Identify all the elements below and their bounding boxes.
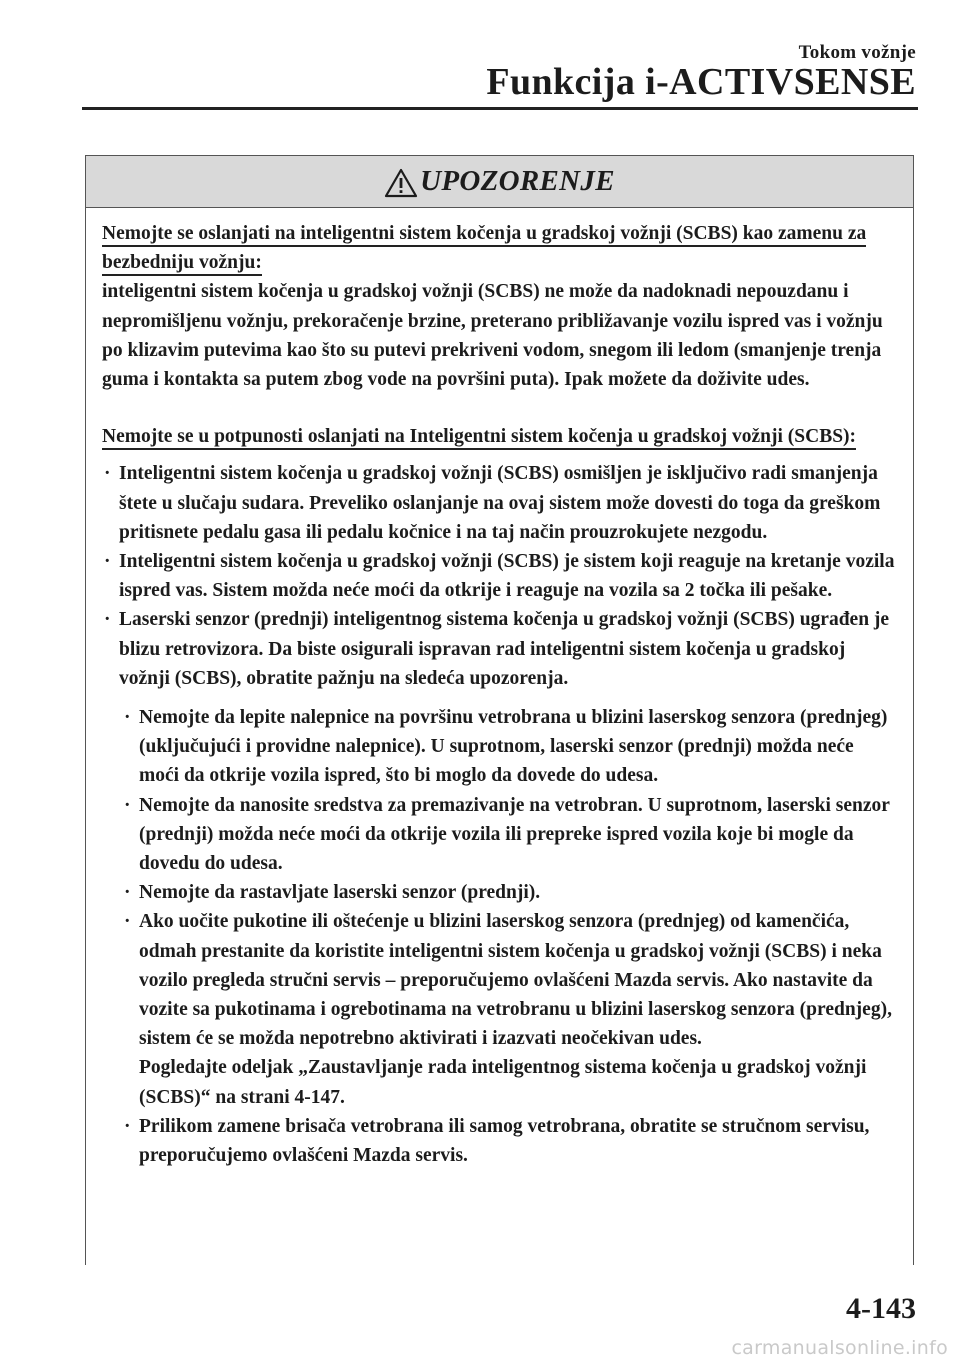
page-number: 4-143 [846, 1292, 916, 1325]
warning-heading-2-text: Nemojte se u potpunosti oslanjati na Inteligentni sistem kočenja u gradskoj vožnji (SCBS): [102, 426, 856, 450]
warning-paragraph-1: inteligentni sistem kočenja u gradskoj vožnji (SCBS) ne može da nadoknadi nepouzdanu i nepromišljenu vožnju, prekoračenje brzine, preterano približavanje vozilu ispred vas i vožnju po klizavim putevima kao što su putevi prekriveni vodom, snegom ili ledom (smanjenje trenja guma i kontakta sa putem zbog vode na površini puta). Ipak možete da doživite udes. [102, 281, 883, 391]
warning-heading-2 [102, 422, 897, 451]
list-item: · Inteligentni sistem kočenja u gradskoj vožnji (SCBS) osmišljen je isključivo radi smanjenja štete u slučaju sudara. Preveliko oslanjanje na ovaj sistem može dovesti do toga da greškom pritisnete pedalu gasa ili pedalu kočnice i na taj način prouzrokujete nezgodu. [102, 459, 897, 547]
sub-list-item: · Nemojte da lepite nalepnice na površinu vetrobrana u blizini laserskog senzora (prednjeg) (uključujući i providne nalepnice). U suprotnom, laserski senzor (prednji) možda neće moći da otkrije vozila ispred, što bi moglo da dovede do udesa. [122, 703, 897, 791]
section-heading: Tokom vožnje [798, 42, 916, 63]
list-gap [102, 451, 897, 459]
list-item: · Laserski senzor (prednji) inteligentnog sistema kočenja u gradskoj vožnji (SCBS) ugrađen je blizu retrovizora. Da biste osigurali ispravan rad inteligentni sistem kočenja u gradskoj vožnji (SCBS), obratite pažnju na sledeća upozorenja. [102, 605, 897, 693]
warning-title: UPOZORENJE [420, 165, 615, 197]
sub-list-item: · Prilikom zamene brisača vetrobrana ili samog vetrobrana, obratite se stručnom servisu, preporučujemo ovlašćeni Mazda servis. [122, 1112, 897, 1170]
watermark: carmanualsonline.info [731, 1337, 948, 1359]
paragraph-gap [102, 394, 897, 422]
list-item: · Inteligentni sistem kočenja u gradskoj vožnji (SCBS) je sistem koji reaguje na kretanje vozila ispred vas. Sistem možda neće moći da otkrije i reaguje na vozila sa 2 točka ili pešake. [102, 547, 897, 605]
sub-list-item: · Nemojte da rastavljate laserski senzor (prednji). [122, 878, 897, 907]
warning-sub-bullet-list [102, 703, 897, 1170]
warning-body [86, 208, 913, 1170]
sub-list-item: · Nemojte da nanosite sredstva za premazivanje na vetrobran. U suprotnom, laserski senzor (prednji) možda neće moći da otkrije vozila ili prepreke ispred vozila koje bi mogle da dovedu do udesa. [122, 791, 897, 879]
sub-list-item-text: Ako uočite pukotine ili oštećenje u blizini laserskog senzora (prednjeg) od kamenčića, odmah prestanite da koristite inteligentni sistem kočenja u gradskoj vožnji (SCBS) i neka vozilo pregleda stručni servis – preporučujemo ovlašćeni Mazda servis. Ako nastavite da vozite sa pukotinama i ogrebotinama na vetrobranu u blizini laserskog senzora (prednjeg), sistem će se možda nepotrebno aktivirati i izazvati neočekivan udes. [139, 911, 892, 1050]
warning-heading-1-text: Nemojte se oslanjati na inteligentni sistem kočenja u gradskoj vožnji (SCBS) kao zamenu za bezbedniju vožnju: [102, 223, 866, 276]
header-divider [82, 107, 918, 110]
warning-heading-1 [102, 219, 897, 277]
warning-box [85, 155, 914, 1265]
warning-header [86, 156, 913, 208]
warning-triangle-icon [384, 168, 418, 198]
page-title: Funkcija i-ACTIVSENSE [486, 61, 916, 103]
cross-reference: Pogledajte odeljak „Zaustavljanje rada inteligentnog sistema kočenja u gradskoj vožnji (SCBS)“ na strani 4-147. [139, 1057, 867, 1108]
warning-bullet-list [102, 459, 897, 693]
sub-list-item [122, 907, 897, 1111]
